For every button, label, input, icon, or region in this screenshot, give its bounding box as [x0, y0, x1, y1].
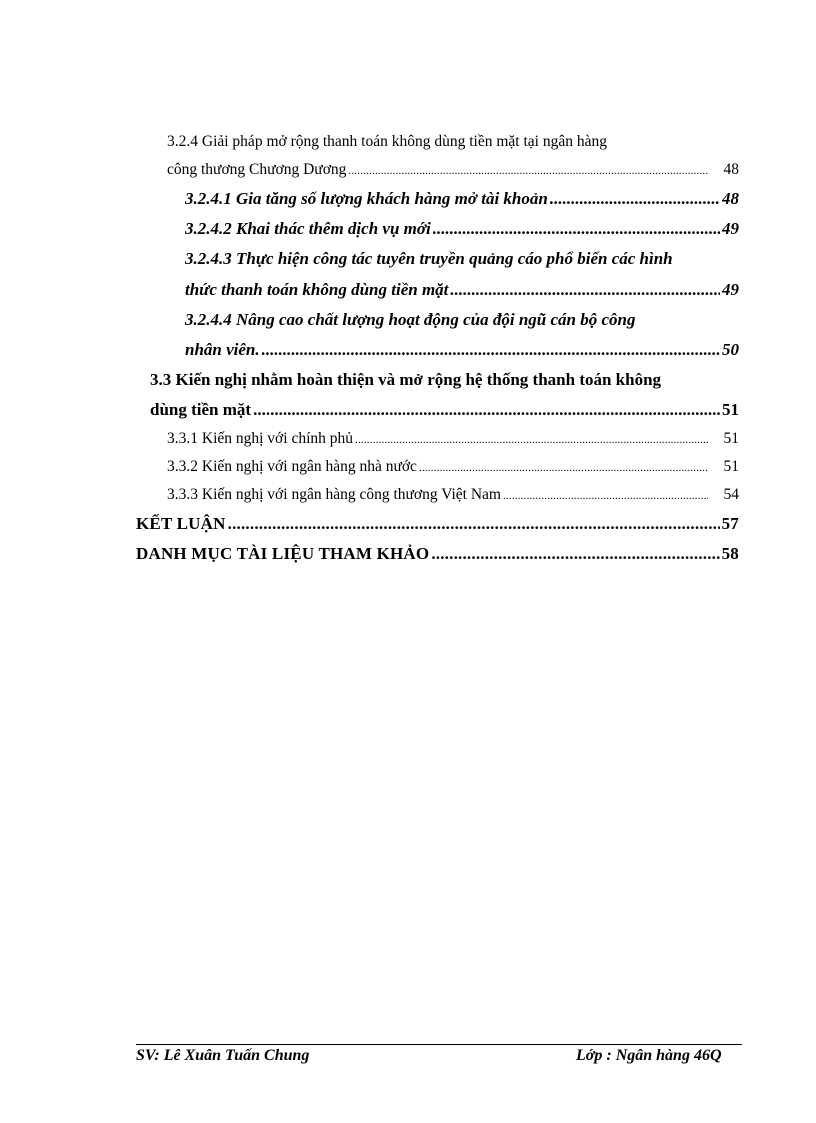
toc-entry-3-2-4-line1: 3.2.4 Giải pháp mở rộng thanh toán không dùng tiền mặt tại ngân hàng — [167, 133, 607, 150]
toc-entry-3-2-4-1[interactable] — [185, 189, 739, 209]
toc-page-number: 49 — [722, 280, 739, 299]
toc-entry-references[interactable] — [136, 544, 739, 564]
toc-page-number: 51 — [723, 430, 739, 447]
footer-class-name: Lớp : Ngân hàng 46Q — [576, 1047, 722, 1064]
toc-entry-3-3-1[interactable] — [167, 430, 739, 448]
toc-entry-title: 3.3.3 Kiến nghị với ngân hàng công thương Việt Nam — [167, 486, 501, 503]
toc-entry-3-3-line1: 3.3 Kiến nghị nhằm hoàn thiện và mở rộng hệ thống thanh toán không — [150, 370, 662, 389]
toc-entry-3-2-4-4-line2: nhân viên. — [185, 340, 260, 359]
toc-entry-title: 3.3.2 Kiến nghị với ngân hàng nhà nước — [167, 458, 417, 475]
toc-entry-3-2-4-3[interactable] — [185, 280, 739, 300]
toc-entry-3-3-3[interactable] — [167, 486, 739, 504]
dot-leader — [228, 514, 720, 534]
dot-leader — [253, 400, 720, 420]
dot-leader — [450, 280, 720, 300]
toc-entry-3-2-4-2[interactable] — [185, 219, 739, 239]
toc-entry-3-3-line2: dùng tiền mặt — [150, 400, 252, 419]
toc-entry-3-3[interactable] — [150, 400, 739, 420]
toc-page-number: 51 — [723, 458, 739, 475]
toc-entry-title: DANH MỤC TÀI LIỆU THAM KHẢO — [136, 544, 430, 563]
toc-entry-3-2-4-3-line1: 3.2.4.3 Thực hiện công tác tuyên truyền quảng cáo phổ biến các hình — [185, 249, 673, 268]
toc-entry-conclusion[interactable] — [136, 514, 739, 534]
dot-leader — [431, 544, 719, 564]
toc-page-number: 57 — [721, 514, 739, 533]
dot-leader — [419, 462, 708, 474]
toc-page-number: 54 — [723, 486, 739, 503]
toc-entry-3-3-2[interactable] — [167, 458, 739, 476]
toc-entry-title: 3.2.4.2 Khai thác thêm dịch vụ mới — [185, 219, 431, 238]
toc-entry-3-2-4-4-line1: 3.2.4.4 Nâng cao chất lượng hoạt động của đội ngũ cán bộ công — [185, 310, 636, 329]
toc-entry-title: KẾT LUẬN — [136, 514, 226, 533]
dot-leader — [503, 490, 708, 502]
toc-page-number: 49 — [722, 219, 739, 238]
toc-page-number: 48 — [722, 189, 739, 208]
toc-entry-title: 3.2.4.1 Gia tăng số lượng khách hàng mở tài khoản — [185, 189, 548, 208]
dot-leader — [433, 219, 720, 239]
toc-entry-3-2-4-4[interactable] — [185, 340, 739, 360]
toc-entry-3-2-4-3-line2: thức thanh toán không dùng tiền mặt — [185, 280, 449, 299]
footer-student-name: SV: Lê Xuân Tuấn Chung — [136, 1047, 310, 1064]
toc-page-number: 51 — [722, 400, 739, 419]
dot-leader — [355, 434, 708, 446]
dot-leader — [550, 189, 720, 209]
footer-divider — [136, 1044, 742, 1045]
toc-entry-3-2-4[interactable] — [167, 161, 739, 179]
toc-page-number: 48 — [723, 161, 739, 178]
toc-entry-title: 3.3.1 Kiến nghị với chính phủ — [167, 430, 353, 447]
toc-entry-3-2-4-line2: công thương Chương Dương — [167, 161, 347, 178]
toc-page-number: 58 — [721, 544, 739, 563]
dot-leader — [262, 340, 720, 360]
dot-leader — [348, 165, 707, 177]
toc-page-number: 50 — [722, 340, 739, 359]
